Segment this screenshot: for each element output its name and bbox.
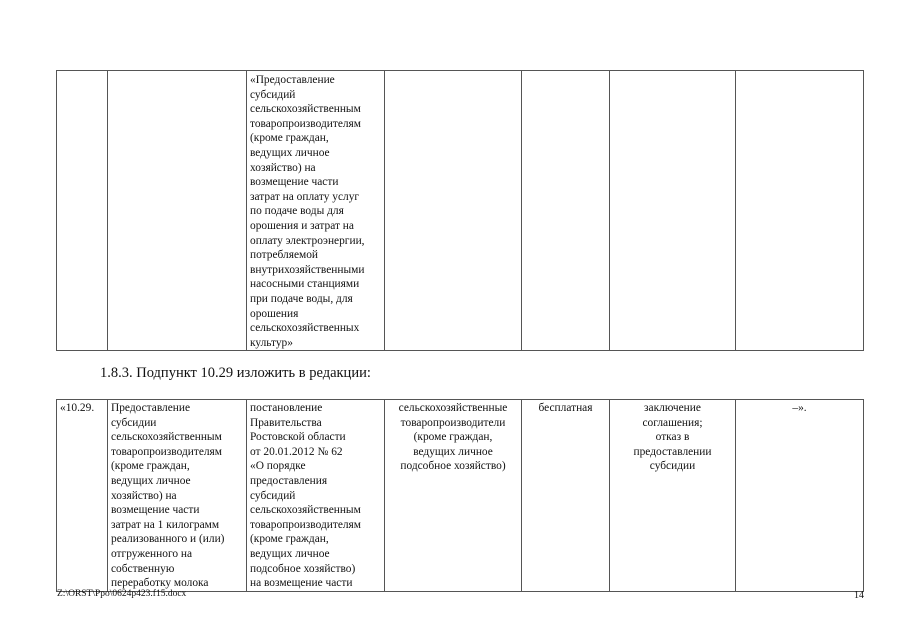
amendment-table — [56, 399, 864, 592]
table-cell-legal-act: «Предоставление субсидий сельскохозяйственным товаропроизводителям (кроме граждан, ведущих личное хозяйство) на возмещение части затрат на оплату услуг по подаче воды для орошения и затрат на оплату электроэнергии, потребляемой внутрихозяйственными насосными станциями при подаче воды, для орошения сельскохозяйственных культур» — [247, 71, 385, 351]
table-cell-extra: –». — [736, 400, 864, 592]
table-cell-service — [108, 71, 247, 351]
table-cell-legal-act: постановление Правительства Ростовской области от 20.01.2012 № 62 «О порядке предоставления субсидий сельскохозяйственным товаропроизводителям (кроме граждан, ведущих личное подсобное хозяйство) на возмещение части — [247, 400, 385, 592]
page-number: 14 — [854, 590, 864, 601]
table-cell-recipients — [385, 71, 522, 351]
table-cell-payment — [522, 71, 610, 351]
table-cell-number: «10.29. — [57, 400, 108, 592]
table-cell-number — [57, 71, 108, 351]
table-row — [57, 400, 864, 592]
table-cell-result: заключение соглашения; отказ в предоставлении субсидии — [610, 400, 736, 592]
table-cell-extra — [736, 71, 864, 351]
table-cell-payment: бесплатная — [522, 400, 610, 592]
continuation-table — [56, 70, 864, 351]
table-row — [57, 71, 864, 351]
table-cell-service: Предоставление субсидии сельскохозяйственным товаропроизводителям (кроме граждан, ведущих личное хозяйство) на возмещение части затрат на 1 килограмм реализованного и (или) отгруженного на собственную переработку молока — [108, 400, 247, 592]
table-cell-result — [610, 71, 736, 351]
amendment-paragraph: 1.8.3. Подпункт 10.29 изложить в редакции: — [100, 365, 371, 381]
table-cell-recipients: сельскохозяйственные товаропроизводители (кроме граждан, ведущих личное подсобное хозяйство) — [385, 400, 522, 592]
footer-file-path: Z:\ORST\Ppo\0624p423.f15.docx — [57, 589, 187, 599]
